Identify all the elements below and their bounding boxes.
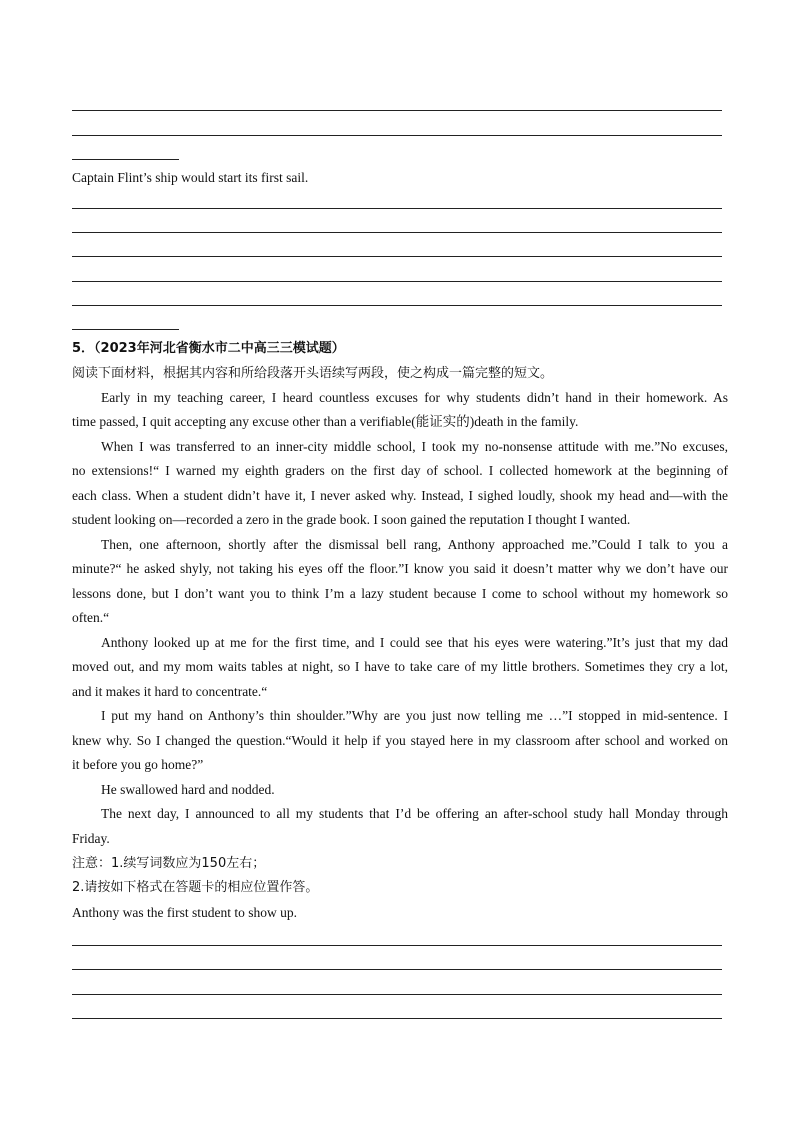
paragraph-prompt: Captain Flint’s ship would start its first sail. bbox=[72, 170, 309, 185]
passage-line: knew why. So I changed the question.“Would it help if you stayed here in my classroom after school and worked on bbox=[72, 733, 728, 748]
passage-line: student looking on—recorded a zero in the grade book. I soon gained the reputation I thought I wanted. bbox=[72, 512, 631, 527]
answer-line bbox=[72, 281, 722, 282]
answer-line bbox=[72, 994, 722, 995]
question-instruction: 阅读下面材料，根据其内容和所给段落开头语续写两段，使之构成一篇完整的短文。 bbox=[72, 366, 554, 381]
answer-line bbox=[72, 256, 722, 257]
passage-line: The next day, I announced to all my students that I’d be offering an after-school study hall Monday through bbox=[101, 806, 728, 821]
passage-line: Early in my teaching career, I heard countless excuses for why students didn’t hand in their homework. As bbox=[101, 390, 728, 405]
answer-line bbox=[72, 969, 722, 970]
answer-line bbox=[72, 945, 722, 946]
passage-line: Then, one afternoon, shortly after the dismissal bell rang, Anthony approached me.”Could I talk to you a bbox=[101, 537, 728, 552]
note-word-count: 注意：1.续写词数应为150左右； bbox=[72, 856, 266, 871]
passage-line: When I was transferred to an inner-city middle school, I took my no-nonsense attitude with me.”No excuses, bbox=[101, 439, 728, 454]
passage-line: Anthony looked up at me for the first time, and I could see that his eyes were watering.”It’s just that my dad bbox=[101, 635, 728, 650]
answer-line bbox=[72, 232, 722, 233]
passage-line: Friday. bbox=[72, 831, 110, 846]
passage-line: each class. When a student didn’t have it, I never asked why. Instead, I sighed loudly, shook my head and—with the bbox=[72, 488, 728, 503]
passage-line: and it makes it hard to concentrate.“ bbox=[72, 684, 268, 699]
passage-line: it before you go home?” bbox=[72, 757, 204, 772]
paragraph-prompt: Anthony was the first student to show up. bbox=[72, 905, 297, 920]
passage-line: He swallowed hard and nodded. bbox=[101, 782, 275, 797]
answer-line-short bbox=[72, 329, 179, 330]
note-format: 2.请按如下格式在答题卡的相应位置作答。 bbox=[72, 880, 319, 895]
passage-line: time passed, I quit accepting any excuse other than a verifiable(能证实的)death in the family. bbox=[72, 414, 579, 429]
passage-line: lessons done, but I don’t want you to think I’m a lazy student because I come to school without my homework so bbox=[72, 586, 728, 601]
answer-line bbox=[72, 208, 722, 209]
passage-line: I put my hand on Anthony’s thin shoulder.”Why are you just now telling me …”I stopped in mid-sentence. I bbox=[101, 708, 728, 723]
answer-line bbox=[72, 135, 722, 136]
passage-line: often.“ bbox=[72, 610, 110, 625]
passage-line: moved out, and my mom waits tables at night, so I have to take care of my little brothers. Sometimes they cry a lot, bbox=[72, 659, 728, 674]
answer-line-short bbox=[72, 159, 179, 160]
answer-line bbox=[72, 1018, 722, 1019]
answer-line bbox=[72, 305, 722, 306]
passage-line: no extensions!“ I warned my eighth graders on the first day of school. I collected homework at the beginning of bbox=[72, 463, 728, 478]
question-header: 5．（2023年河北省衡水市二中高三三模试题） bbox=[72, 341, 345, 356]
passage-line: minute?“ he asked shyly, not taking his eyes off the floor.”I know you said it doesn’t matter why we don’t have our bbox=[72, 561, 728, 576]
answer-line bbox=[72, 110, 722, 111]
